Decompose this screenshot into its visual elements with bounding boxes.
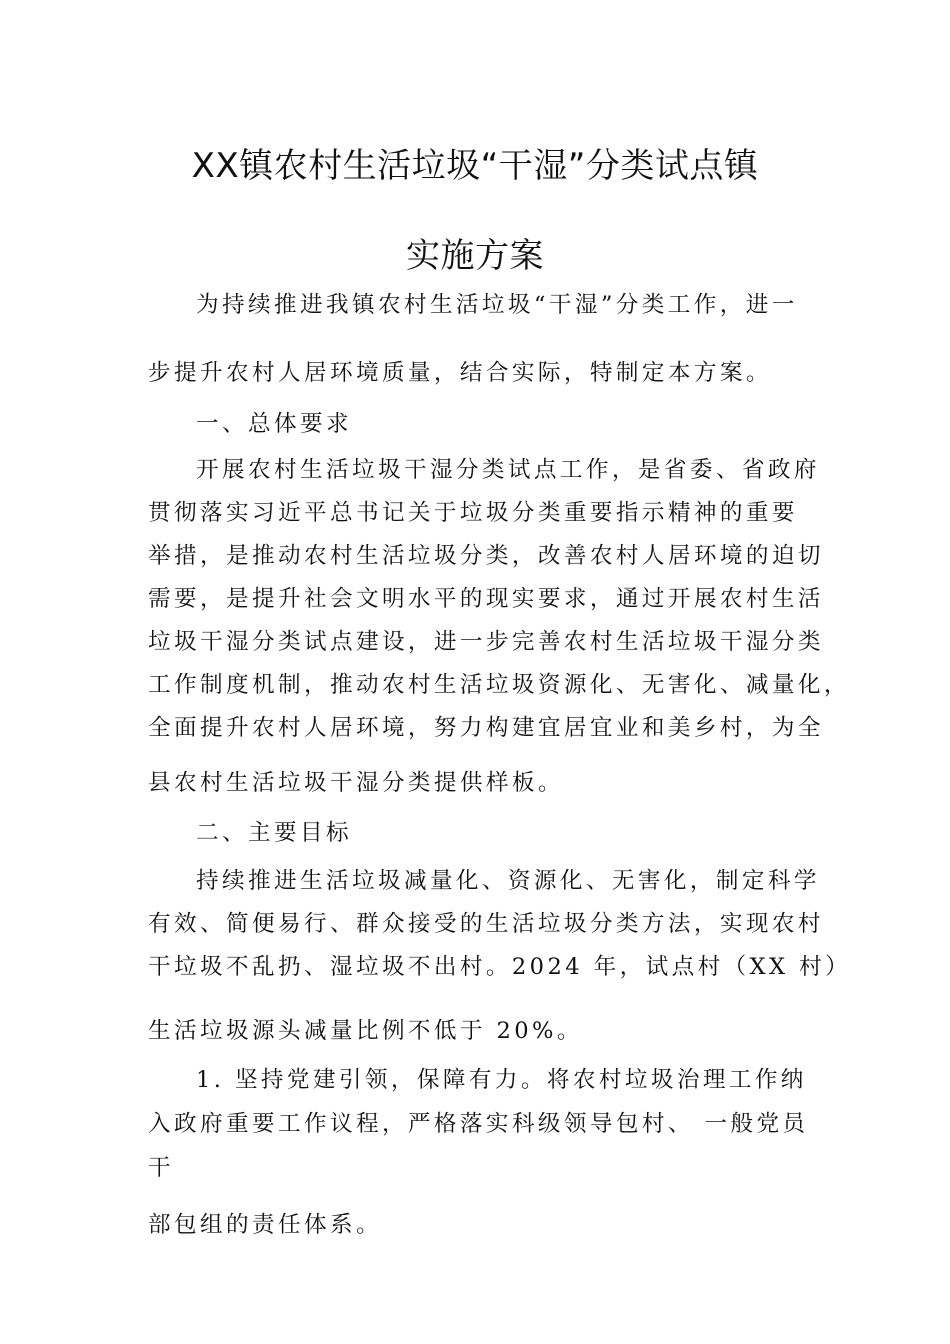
body-line: 工作制度机制，推动农村生活垃圾资源化、无害化、减量化， xyxy=(148,672,850,698)
body-line: 干垃圾不乱扔、湿垃圾不出村。2024 年，试点村（XX 村） xyxy=(148,954,852,980)
body-line: 开展农村生活垃圾干湿分类试点工作，是省委、省政府 xyxy=(196,457,820,483)
body-line: 持续推进生活垃圾减量化、资源化、无害化，制定科学 xyxy=(196,868,820,894)
body-line: 举措，是推动农村生活垃圾分类，改善农村人居环境的迫切 xyxy=(148,543,824,569)
body-line: 垃圾干湿分类试点建设，进一步完善农村生活垃圾干湿分类 xyxy=(148,629,824,655)
document-title-line-2: 实施方案 xyxy=(406,236,544,276)
body-line: 全面提升农村人居环境，努力构建宜居宜业和美乡村，为全 xyxy=(148,715,824,741)
numbered-item-line-1: 1. 坚持党建引领，保障有力。将农村垃圾治理工作纳 xyxy=(196,1067,807,1093)
body-line: 需要，是提升社会文明水平的现实要求，通过开展农村生活 xyxy=(148,586,824,612)
body-line: 县农村生活垃圾干湿分类提供样板。 xyxy=(148,770,564,796)
section-heading-general-requirements: 一、总体要求 xyxy=(196,411,352,437)
numbered-item-line-4: 部包组的责任体系。 xyxy=(148,1212,382,1238)
document-title-line-1: XX镇农村生活垃圾“干湿”分类试点镇 xyxy=(191,146,759,186)
section-heading-main-goals: 二、主要目标 xyxy=(196,820,352,846)
intro-paragraph-line-2: 步提升农村人居环境质量，结合实际，特制定本方案。 xyxy=(148,360,772,386)
body-line: 有效、简便易行、群众接受的生活垃圾分类方法，实现农村 xyxy=(148,911,824,937)
body-line: 贯彻落实习近平总书记关于垃圾分类重要指示精神的重要 xyxy=(148,500,798,526)
numbered-item-line-2: 入政府重要工作议程，严格落实科级领导包村、 一般党员 xyxy=(148,1111,809,1137)
body-line: 生活垃圾源头减量比例不低于 20%。 xyxy=(148,1018,583,1044)
intro-paragraph-line-1: 为持续推进我镇农村生活垃圾“干湿”分类工作，进一 xyxy=(196,292,798,318)
numbered-item-line-3: 干 xyxy=(148,1155,174,1181)
